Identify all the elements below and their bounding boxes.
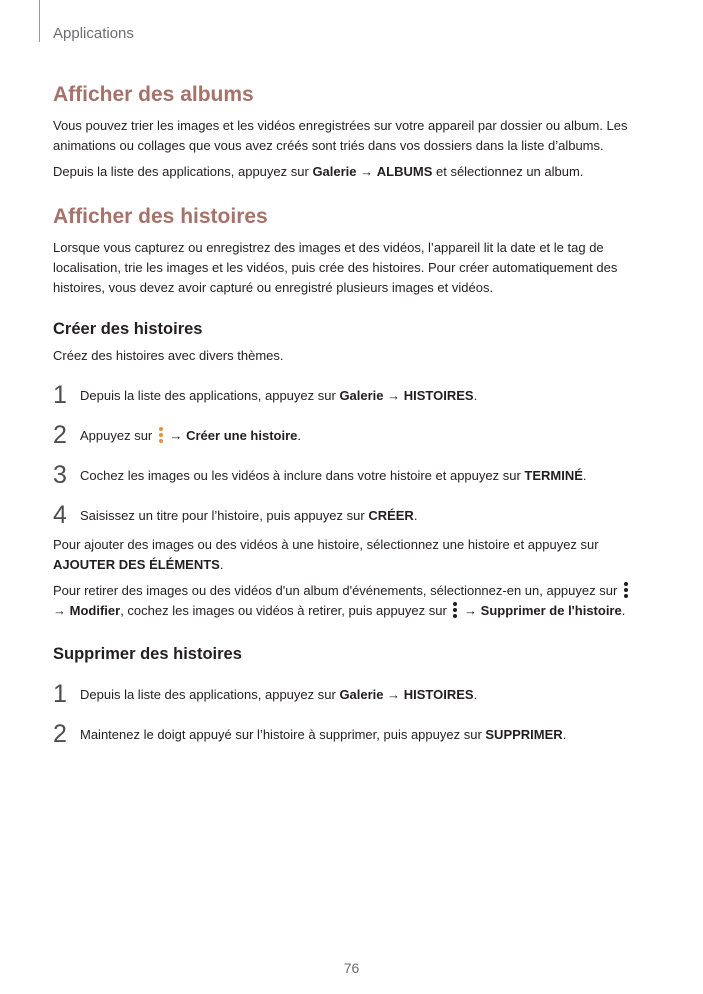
page-number: 76 <box>343 960 360 976</box>
create-heading: Créer des histoires <box>53 320 203 338</box>
step-number: 1 <box>53 381 67 409</box>
more-options-icon <box>622 581 630 599</box>
delete-heading: Supprimer des histoires <box>53 645 242 663</box>
stories-heading: Afficher des histoires <box>53 205 268 228</box>
step-number: 2 <box>53 720 67 748</box>
stories-paragraph: Lorsque vous capturez ou enregistrez des images et des vidéos, l’appareil lit la date et le tag de localisation, trie les images et les vidéos, puis crée des histoires. Pour créer automatiquement des histoires, vous devez avoir capturé ou enregistré plusieurs images et vidéos. <box>53 240 618 295</box>
create-step-1: 1 Depuis la liste des applications, appuyez sur Galerie → HISTOIRES. <box>53 381 478 409</box>
more-options-icon <box>157 426 165 444</box>
remove-items-note: Pour retirer des images ou des vidéos d'un album d'événements, sélectionnez-en un, appuyez sur → Modifier, cochez les images ou vidéos à retirer, puis appuyez sur → Supprimer de l'histoire. <box>53 581 643 621</box>
create-step-3: 3 Cochez les images ou les vidéos à inclure dans votre histoire et appuyez sur TERMINÉ. <box>53 461 587 489</box>
albums-paragraph: Vous pouvez trier les images et les vidéos enregistrées sur votre appareil par dossier ou album. Les animations ou collages que vous avez créés sont triés dans vos dossiers dans la liste d’albums. <box>53 118 628 153</box>
page-content <box>53 82 643 748</box>
step-number: 3 <box>53 461 67 489</box>
step-number: 4 <box>53 501 67 529</box>
create-step-4: 4 Saisissez un titre pour l’histoire, puis appuyez sur CRÉER. <box>53 501 418 529</box>
more-options-icon <box>451 601 459 619</box>
create-intro: Créez des histoires avec divers thèmes. <box>53 348 284 363</box>
create-step-2: 2 Appuyez sur → Créer une histoire. <box>53 421 301 449</box>
albums-instruction: Depuis la liste des applications, appuyez sur Galerie → ALBUMS et sélectionnez un album. <box>53 164 584 179</box>
delete-step-1: 1 Depuis la liste des applications, appuyez sur Galerie → HISTOIRES. <box>53 680 478 708</box>
add-items-note: Pour ajouter des images ou des vidéos à une histoire, sélectionnez une histoire et appuyez sur AJOUTER DES ÉLÉMENTS. <box>53 537 599 572</box>
section-label: Applications <box>53 25 134 42</box>
header-rule <box>39 0 40 42</box>
step-number: 1 <box>53 680 67 708</box>
delete-step-2: 2 Maintenez le doigt appuyé sur l’histoire à supprimer, puis appuyez sur SUPPRIMER. <box>53 720 567 748</box>
albums-heading: Afficher des albums <box>53 83 254 106</box>
step-number: 2 <box>53 421 67 449</box>
